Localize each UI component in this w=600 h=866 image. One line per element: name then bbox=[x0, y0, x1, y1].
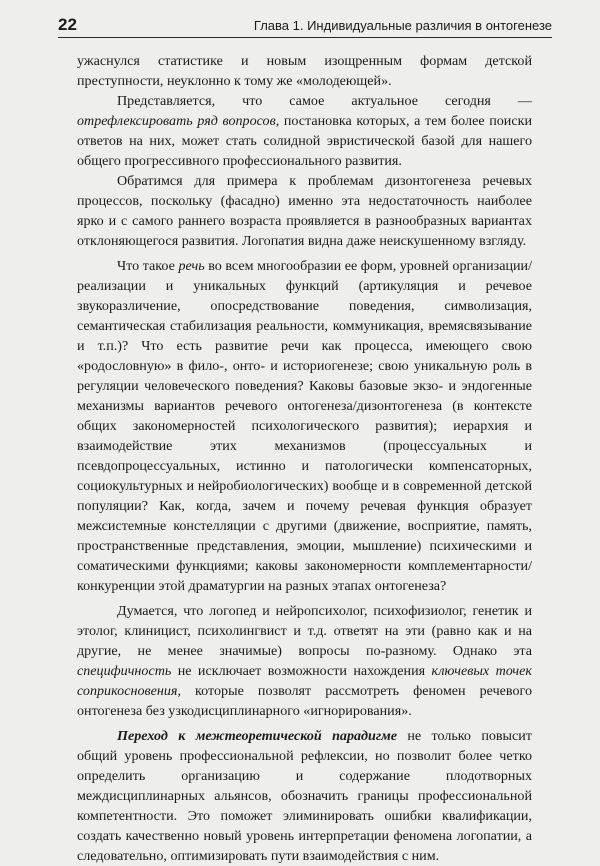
italic-word: речь bbox=[178, 258, 205, 274]
text-run: не только повысит общий уровень профессиональной рефлексии, но позволит более четко определить организацию и содержание плодотворных междисциплинарных альянсов, обозначить границы профессиональной компетентности. Это поможет элиминировать ошибки квалификации, создать качественно новый уровень интерпретации феномена логопатии, а следовательно, оптимизировать пути взаимодействия с ним. bbox=[77, 728, 532, 864]
paragraph-4 bbox=[77, 256, 532, 596]
paragraph-2 bbox=[77, 91, 532, 171]
italic-phrase: отрефлексировать ряд вопросов bbox=[77, 113, 276, 129]
text-run: Представляется, что самое актуальное сегодня — bbox=[117, 93, 532, 109]
italic-phrase: ключевых точек соприкосновения bbox=[77, 663, 532, 699]
paragraph-6 bbox=[77, 726, 532, 866]
paragraph-3 bbox=[77, 171, 532, 251]
running-head: Глава 1. Индивидуальные различия в онтогенезе bbox=[253, 18, 552, 33]
body-text bbox=[77, 51, 532, 866]
text-run: Обратимся для примера к проблемам дизонтогенеза речевых процессов, поскольку (фасадно) именно эта недостаточность наиболее ярко и с самого раннего возраста проявляется в разнообразных вариантах отклоняющегося развития. Логопатия видна даже неискушенному взгляду. bbox=[77, 173, 532, 249]
text-run: , которые позволят рассмотреть феномен речевого онтогенеза без узкодисциплинарного «игнорирования». bbox=[77, 683, 532, 719]
text-run: во всем многообразии ее форм, уровней организации/реализации и уникальных функций (артикуляция и речевое звукоразличение, опосредствование поведения, символизация, семантическая стабилизация реальности, коммуникация, времясвязывание и т.п.)? Что есть развитие речи как процесса, имеющего свою «родословную» в фило-, онто- и историогенезе; свою уникальную роль в регуляции человеческого поведения? Каковы базовые экзо- и эндогенные механизмы вариантов речевого онтогенеза/дизонтогенеза (в контексте общих закономерностей психологического развития); иерархия и взаимодействие этих механизмов (процессуальных и псевдопроцессуальных, истинно и патологически компенсаторных, социокультурных и нейробиологических) вообще и в современной детской популяции? Как, когда, зачем и почему речевая функция образует межсистемные констелляции с другими (движение, восприятие, память, пространственные представления, эмоции, мышление) психическими и соматическими функциями; каковы закономерности комплементарности/конкуренции этой драматургии на разных этапах онтогенеза? bbox=[77, 258, 533, 594]
page-header bbox=[58, 13, 552, 38]
paragraph-1 bbox=[77, 51, 532, 91]
paragraph-5 bbox=[77, 601, 532, 721]
bold-italic-phrase: Переход к межтеоретической парадигме bbox=[117, 728, 397, 744]
text-run: ужаснулся статистике и новым изощренным формам детской преступности, неуклонно к тому же «молодеющей». bbox=[77, 53, 532, 89]
text-run: Думается, что логопед и нейропсихолог, психофизиолог, генетик и этолог, клиницист, психолингвист и т.д. ответят на эти (равно как и на другие, не менее значимые) вопросы по-разному. Однако эта bbox=[77, 603, 532, 659]
text-run: Что такое bbox=[117, 258, 179, 274]
text-run: , постановка которых, а тем более поиски ответов на них, может стать солидной эвристической базой для нашего общего прогрессивного профессионального развития. bbox=[77, 113, 532, 169]
italic-phrase: специфичность bbox=[77, 663, 172, 679]
text-run: не исключает возможности нахождения bbox=[171, 663, 432, 679]
page-number: 22 bbox=[58, 15, 77, 34]
